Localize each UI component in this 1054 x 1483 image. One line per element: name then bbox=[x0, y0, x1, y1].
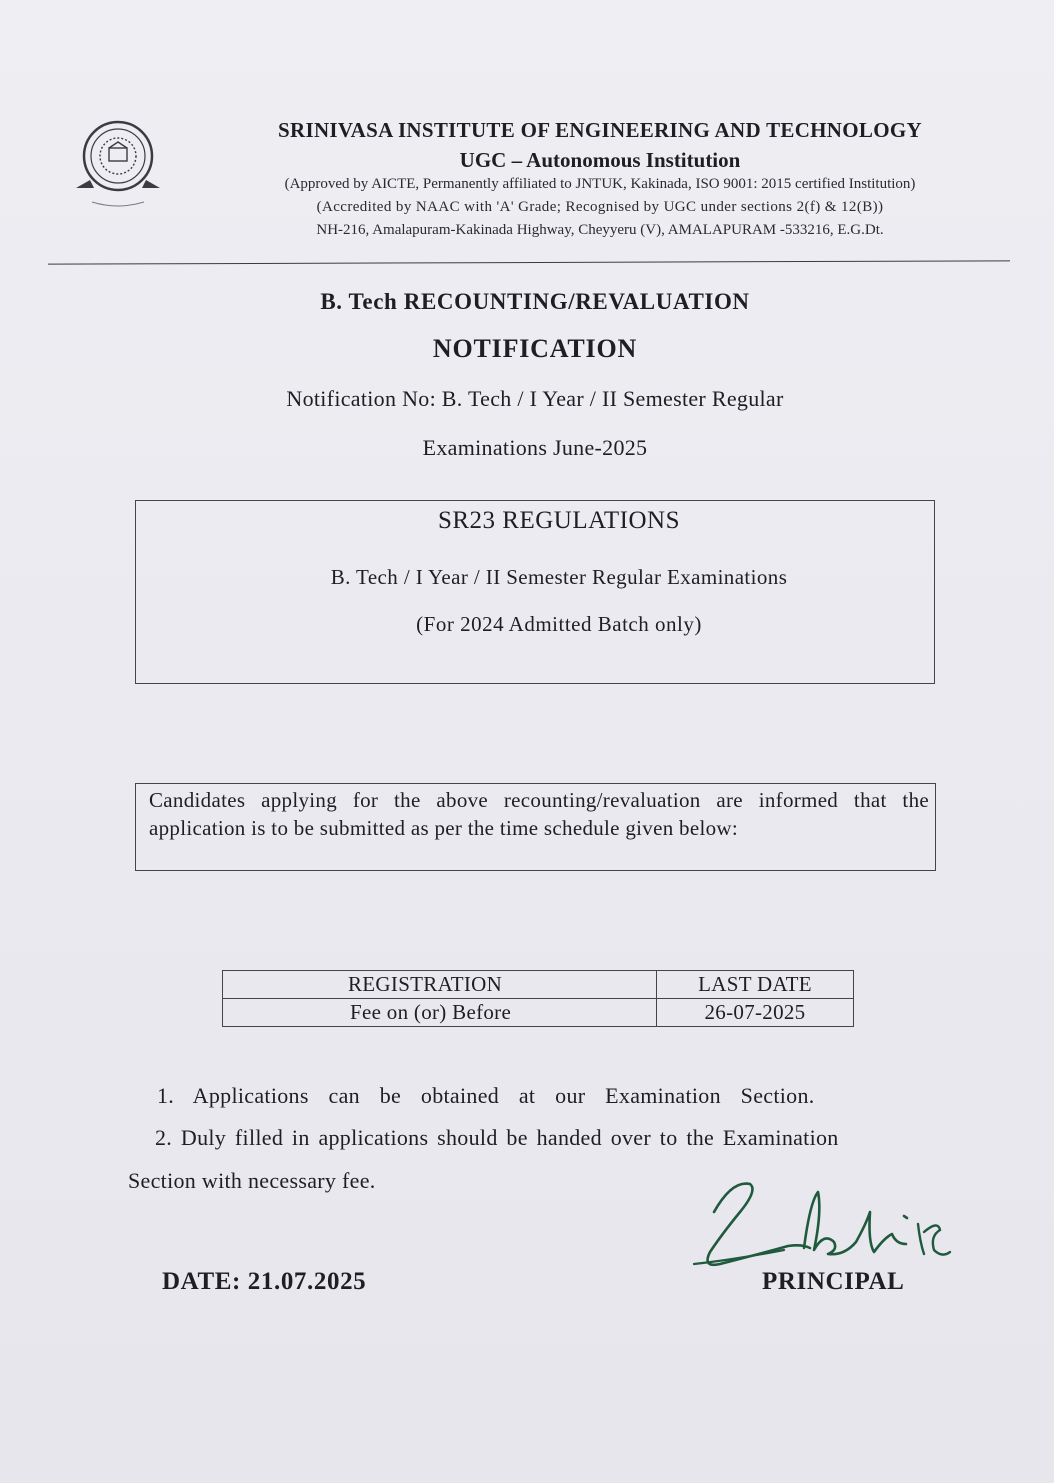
table-row bbox=[223, 971, 854, 999]
regulations-exam-line: B. Tech / I Year / II Semester Regular Examinations bbox=[330, 565, 788, 589]
approval-line: (Approved by AICTE, Permanently affiliated to JNTUK, Kakinada, ISO 9001: 2015 certified Institution) bbox=[284, 176, 916, 192]
schedule-fee-label: Fee on (or) Before bbox=[223, 999, 657, 1027]
regulations-title: SR23 REGULATIONS bbox=[437, 507, 681, 534]
info-box bbox=[135, 783, 936, 871]
info-text: Candidates applying for the above recounting/revaluation are informed that the application is to be submitted as per the time schedule given below: bbox=[149, 788, 929, 840]
header-divider bbox=[48, 260, 1010, 264]
schedule-header-last-date: LAST DATE bbox=[657, 971, 854, 999]
table-row bbox=[223, 999, 854, 1027]
institution-name: SRINIVASA INSTITUTE OF ENGINEERING AND TECHNOLOGY bbox=[278, 118, 922, 142]
institution-logo-icon bbox=[72, 118, 168, 214]
signatory-title: PRINCIPAL bbox=[762, 1268, 905, 1295]
notice-date: DATE: 21.07.2025 bbox=[162, 1268, 367, 1295]
notification-heading: NOTIFICATION bbox=[432, 334, 638, 363]
notification-exam: Examinations June-2025 bbox=[422, 435, 648, 460]
regulations-box bbox=[135, 500, 935, 684]
institution-subtitle: UGC – Autonomous Institution bbox=[459, 148, 741, 172]
instruction-item-2-continued: Section with necessary fee. bbox=[128, 1168, 376, 1193]
regulations-batch-line: (For 2024 Admitted Batch only) bbox=[416, 612, 702, 636]
accreditation-line: (Accredited by NAAC with 'A' Grade; Recognised by UGC under sections 2(f) & 12(B)) bbox=[316, 199, 884, 215]
instruction-item-1: 1. Applications can be obtained at our Examination Section. bbox=[157, 1083, 815, 1108]
notice-title: B. Tech RECOUNTING/REVALUATION bbox=[320, 289, 750, 314]
schedule-last-date-value: 26-07-2025 bbox=[657, 999, 854, 1027]
schedule-table bbox=[222, 970, 854, 1027]
address-line: NH-216, Amalapuram-Kakinada Highway, Cheyyeru (V), AMALAPURAM -533216, E.G.Dt. bbox=[316, 222, 884, 238]
instruction-item-2: 2. Duly filled in applications should be handed over to the Examination bbox=[155, 1125, 839, 1150]
schedule-header-registration: REGISTRATION bbox=[223, 971, 657, 999]
notification-number: Notification No: B. Tech / I Year / II Semester Regular bbox=[286, 386, 784, 411]
